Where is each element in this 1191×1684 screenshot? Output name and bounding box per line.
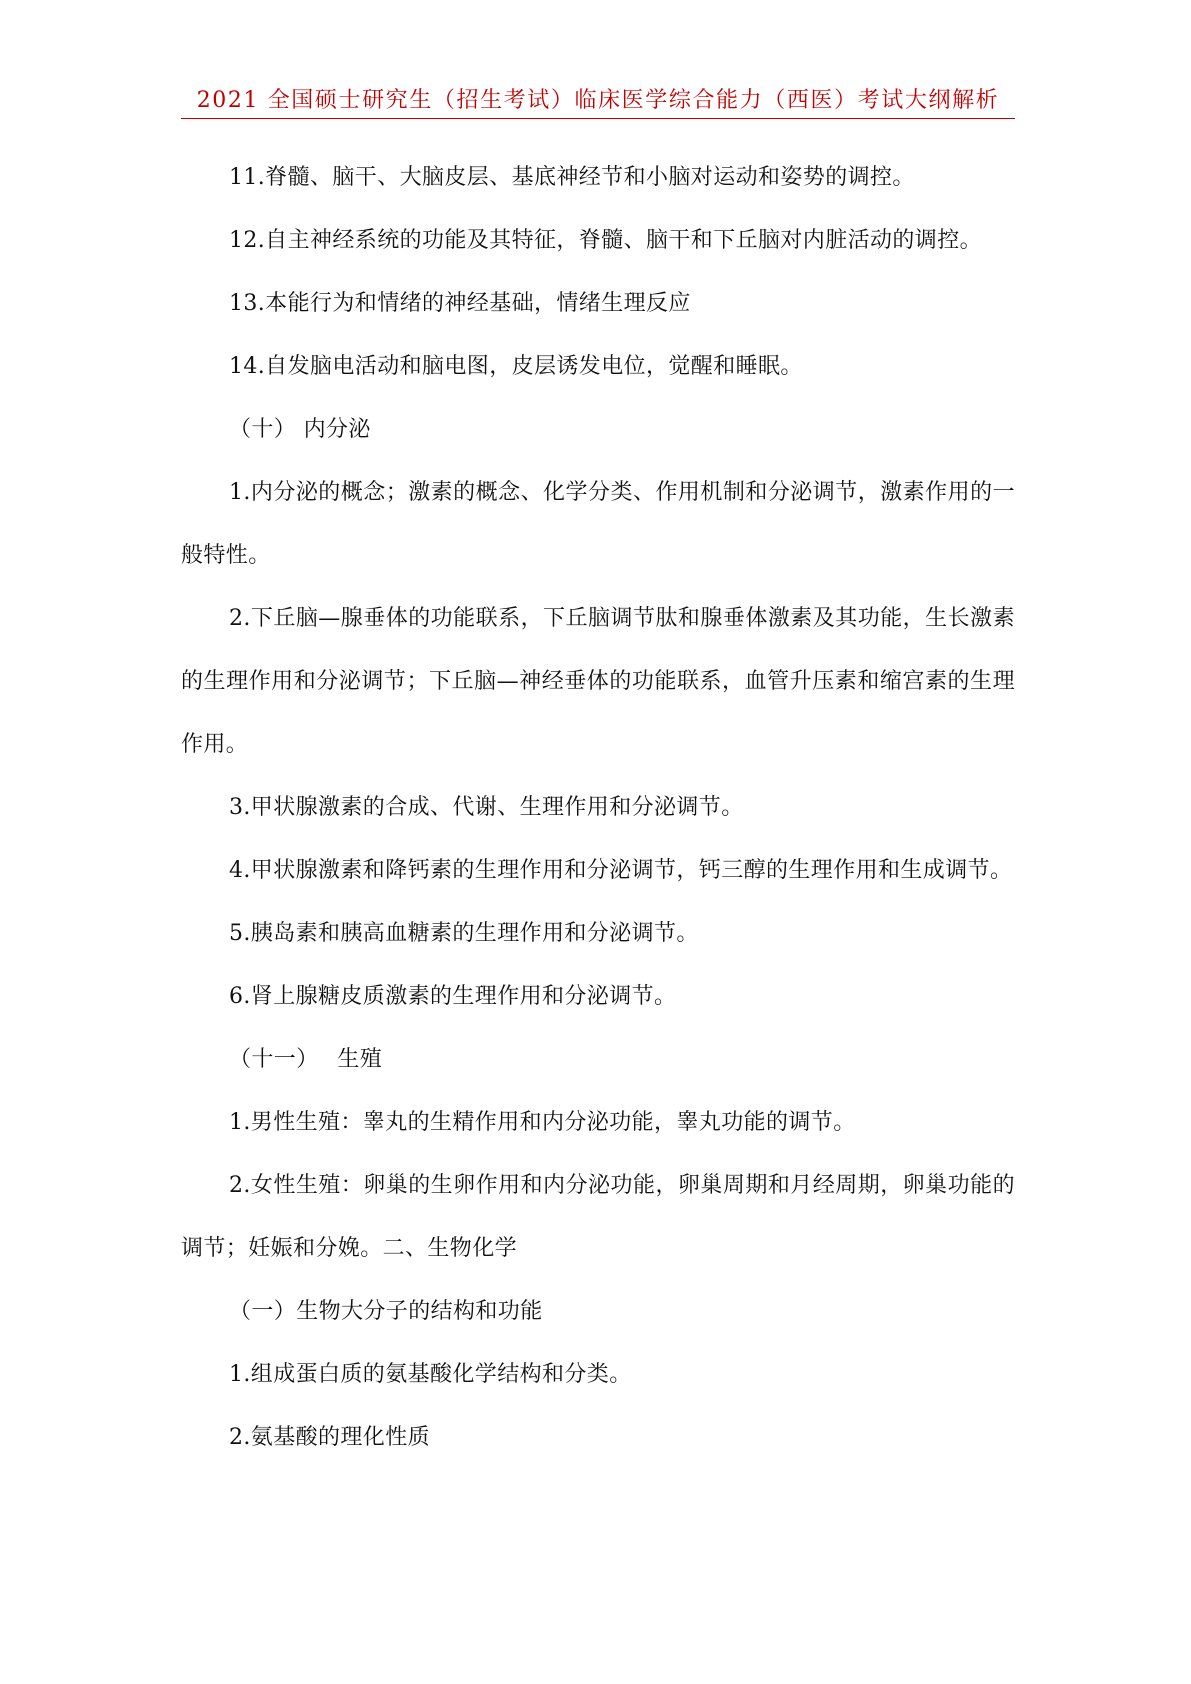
paragraph: 11.脊髓、脑干、大脑皮层、基底神经节和小脑对运动和姿势的调控。 bbox=[229, 165, 915, 190]
paragraph: 2.下丘脑—腺垂体的功能联系，下丘脑调节肽和腺垂体激素及其功能，生长激素的生理作用和分泌调节；下丘脑—神经垂体的功能联系，血管升压素和缩宫素的生理作用。 bbox=[181, 606, 1015, 757]
paragraph: 1.组成蛋白质的氨基酸化学结构和分类。 bbox=[229, 1362, 632, 1387]
paragraph: 1.男性生殖：睾丸的生精作用和内分泌功能，睾丸功能的调节。 bbox=[229, 1110, 856, 1135]
paragraph: 4.甲状腺激素和降钙素的生理作用和分泌调节，钙三醇的生理作用和生成调节。 bbox=[229, 858, 1013, 883]
paragraph: 3.甲状腺激素的合成、代谢、生理作用和分泌调节。 bbox=[229, 795, 744, 820]
section-heading: （一）生物大分子的结构和功能 bbox=[229, 1299, 543, 1324]
paragraph: 5.胰岛素和胰高血糖素的生理作用和分泌调节。 bbox=[229, 921, 699, 946]
section-heading: （十） 内分泌 bbox=[229, 417, 371, 442]
document-body bbox=[181, 146, 1015, 1469]
paragraph: 13.本能行为和情绪的神经基础，情绪生理反应 bbox=[229, 291, 691, 316]
paragraph: 2.氨基酸的理化性质 bbox=[229, 1425, 430, 1450]
section-heading: （十一） 生殖 bbox=[229, 1047, 383, 1072]
paragraph: 6.肾上腺糖皮质激素的生理作用和分泌调节。 bbox=[229, 984, 677, 1009]
paragraph: 14.自发脑电活动和脑电图，皮层诱发电位，觉醒和睡眠。 bbox=[229, 354, 803, 379]
paragraph: 2.女性生殖：卵巢的生卵作用和内分泌功能，卵巢周期和月经周期，卵巢功能的调节；妊娠和分娩。二、生物化学 bbox=[181, 1173, 1015, 1261]
paragraph: 1.内分泌的概念；激素的概念、化学分类、作用机制和分泌调节，激素作用的一般特性。 bbox=[181, 480, 1015, 568]
page-header: 2021 全国硕士研究生（招生考试）临床医学综合能力（西医）考试大纲解析 bbox=[181, 84, 1015, 119]
paragraph: 12.自主神经系统的功能及其特征，脊髓、脑干和下丘脑对内脏活动的调控。 bbox=[229, 228, 982, 253]
